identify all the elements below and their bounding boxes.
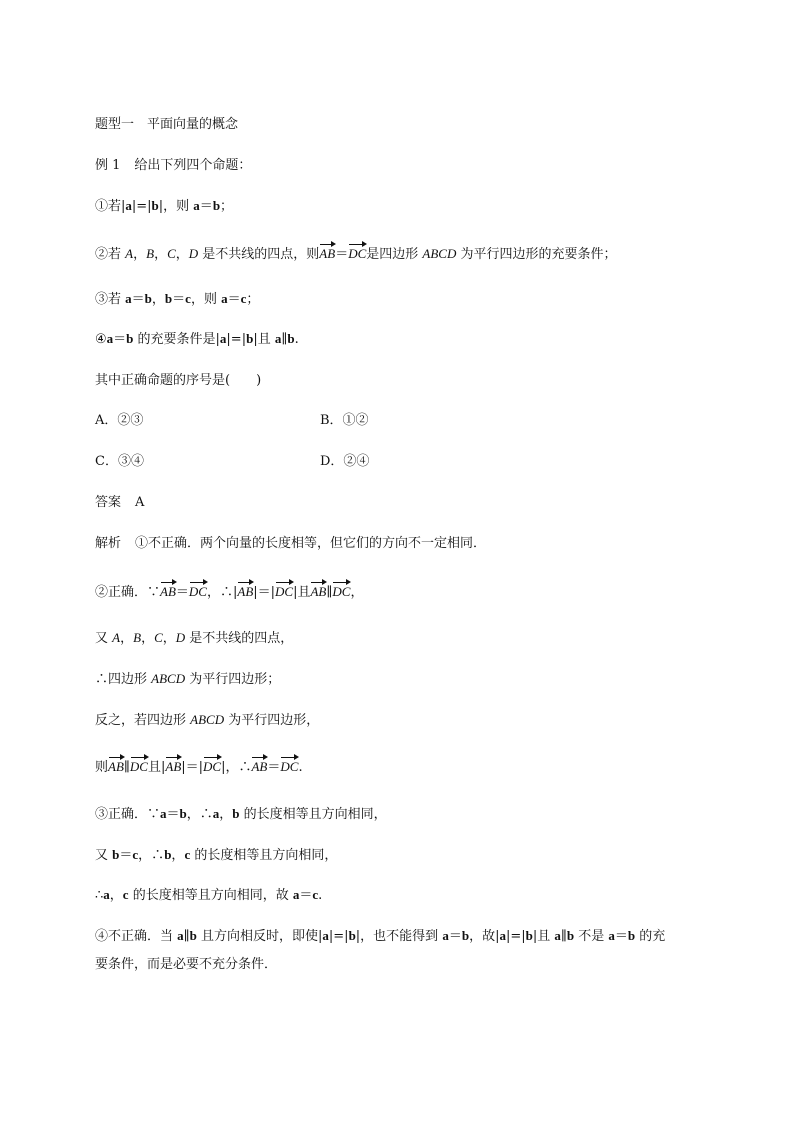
point-c: C [167, 246, 176, 261]
text: ，则 [190, 292, 222, 307]
text: ∴四边形 [95, 672, 152, 687]
vector-ab: AB [310, 584, 327, 599]
text: ＝ [227, 292, 241, 307]
text: ＝ [175, 585, 189, 600]
text: 是不共线的四点，则 [198, 247, 320, 262]
text: ＝ [172, 292, 186, 307]
vector-dc: DC [203, 759, 222, 774]
vector-b: b [112, 847, 120, 862]
vector-a: a [554, 928, 561, 943]
analysis-line-5 [95, 711, 319, 730]
text: 的长度相等且方向相同， [239, 807, 387, 822]
text: ＝ [335, 247, 349, 262]
vector-dc: DC [332, 584, 351, 599]
text: 为平行四边形的充要条件； [456, 247, 617, 262]
text: 的充要条件是| [133, 332, 220, 347]
vector-ab: AB [165, 759, 182, 774]
analysis-line-1 [95, 535, 486, 553]
vector-c: c [122, 887, 129, 902]
text: |＝| [181, 760, 204, 775]
section-heading: 题型一 平面向量的概念 [95, 117, 239, 132]
analysis-line-8 [95, 846, 337, 865]
vector-b: b [189, 928, 197, 943]
text: 为平行四边形； [185, 672, 281, 687]
vector-ab: AB [108, 759, 124, 774]
example-text: 给出下列四个命题： [134, 158, 252, 173]
text: |＝| [253, 585, 276, 600]
vector-b: b [151, 198, 159, 213]
vector-a: a [125, 291, 132, 306]
vector-b: b [461, 928, 470, 943]
analysis-line-3 [95, 629, 293, 648]
text: ，∴ [138, 848, 165, 863]
vector-c: c [132, 847, 139, 862]
analysis-line-11: 要条件，而是必要不充分条件． [95, 957, 278, 972]
text: ④不正确．当 [95, 929, 178, 944]
text: 不是 [574, 929, 609, 944]
text: ∴ [95, 888, 104, 903]
vector-c: c [312, 887, 319, 902]
analysis-line-10 [95, 927, 665, 946]
vector-dc: DC [129, 759, 148, 774]
text: ＝ [614, 929, 628, 944]
vector-b: b [348, 928, 356, 943]
text: |=| [131, 199, 152, 214]
analysis-line-6 [95, 758, 303, 777]
text: ， [219, 807, 233, 822]
text: 的长度相等且方向相同， [190, 848, 338, 863]
text: 的充 [635, 929, 666, 944]
text: 又 [95, 631, 113, 646]
text: ＝ [166, 807, 180, 822]
example-label: 例 1 [95, 158, 121, 173]
vector-a: a [322, 928, 329, 943]
vector-b: b [246, 331, 254, 346]
example-line [95, 157, 251, 175]
option-c: C．③④ [95, 454, 144, 469]
option-d: D．②④ [320, 454, 370, 469]
vector-a: a [212, 806, 220, 821]
vector-ab: AB [319, 246, 336, 261]
text: ，∴| [206, 585, 238, 600]
analysis-line-7 [95, 805, 387, 824]
vector-a: a [219, 331, 227, 346]
text: ，故| [469, 929, 500, 944]
vector-b: b [164, 847, 172, 862]
text: ， [171, 848, 185, 863]
text: ＝ [119, 848, 133, 863]
text: ④ [95, 332, 107, 347]
text: |且 [293, 585, 311, 600]
vector-a: a [103, 887, 110, 902]
option-a: A．②③ [95, 413, 144, 428]
vector-a: a [292, 887, 300, 902]
text: 是四边形 [366, 247, 423, 262]
text: ∥ [326, 585, 333, 600]
quadrilateral-abcd: ABCD [151, 671, 186, 686]
text: . [318, 888, 323, 903]
vector-dc: DC [275, 584, 294, 599]
vector-b: b [144, 291, 152, 306]
vector-c: c [184, 847, 191, 862]
text: |且 [532, 929, 555, 944]
text: ①若| [95, 199, 126, 214]
analysis-line-9 [95, 886, 322, 905]
text: |=| [226, 332, 247, 347]
vector-ab: AB [251, 759, 268, 774]
vector-a: a [106, 331, 114, 346]
text: ＝ [448, 929, 462, 944]
text: 则 [95, 760, 109, 775]
text: ， [141, 631, 155, 646]
analysis-label: 解析 [95, 536, 122, 551]
text: |，则 [158, 199, 194, 214]
vector-b: b [525, 928, 533, 943]
vector-b: b [627, 928, 636, 943]
analysis-line-4 [95, 670, 280, 689]
analysis-text: ①不正确．两个向量的长度相等，但它们的方向不一定相同． [135, 536, 487, 551]
text: ， [151, 292, 165, 307]
text: 反之，若四边形 [95, 713, 191, 728]
vector-a: a [499, 928, 506, 943]
text: 的长度相等且方向相同，故 [128, 888, 293, 903]
vector-dc: DC [348, 246, 367, 261]
text: ③若 [95, 292, 126, 307]
text: ＝ [267, 760, 281, 775]
vector-ab: AB [237, 584, 254, 599]
text: ； [246, 292, 260, 307]
text: |，∴ [221, 760, 252, 775]
question-line: 其中正确命题的序号是( ) [95, 373, 262, 388]
vector-b: b [179, 806, 187, 821]
vector-a: a [125, 198, 132, 213]
answer-label: 答案 [95, 495, 122, 510]
text: ∥ [560, 929, 567, 944]
text: 是不共线的四点， [185, 631, 294, 646]
text: |=| [505, 929, 526, 944]
text: ， [175, 247, 189, 262]
vector-b: b [164, 291, 173, 306]
vector-c: c [240, 291, 247, 306]
text: ②正确．∵ [95, 585, 161, 600]
proposition-2 [95, 245, 617, 264]
text: ∥ [281, 332, 288, 347]
text: |=| [328, 929, 349, 944]
text: ∥ [123, 760, 130, 775]
proposition-4 [95, 330, 299, 349]
vector-a: a [193, 198, 200, 213]
text: . [294, 332, 299, 347]
point-c: C [154, 630, 163, 645]
text: ＝ [131, 292, 145, 307]
vector-b: b [566, 928, 575, 943]
options-row-2 [95, 453, 695, 471]
vector-c: c [185, 291, 191, 306]
analysis-line-2 [95, 583, 363, 602]
text: 且方向相反时，即使| [196, 929, 323, 944]
text: ， [109, 888, 123, 903]
point-d: D [188, 246, 199, 261]
text: ＝ [199, 199, 213, 214]
text: ， [350, 585, 364, 600]
text: ； [220, 199, 234, 214]
vector-a: a [177, 928, 184, 943]
vector-ab: AB [160, 584, 176, 599]
text: |且 [253, 332, 275, 347]
text: ， [154, 247, 168, 262]
text: 且| [147, 760, 166, 775]
text: 又 [95, 848, 113, 863]
vector-b: b [212, 198, 221, 213]
vector-dc: DC [280, 759, 299, 774]
point-a: A [125, 246, 134, 261]
text: ， [133, 247, 147, 262]
text: |，也不能得到 [355, 929, 443, 944]
text: ②若 [95, 247, 126, 262]
vector-dc: DC [188, 584, 207, 599]
vector-a: a [221, 291, 228, 306]
text: ③正确．∵ [95, 807, 161, 822]
point-d: D [175, 630, 186, 645]
vector-b: b [232, 806, 240, 821]
vector-b: b [287, 331, 295, 346]
text: ， [162, 631, 176, 646]
vector-a: a [160, 806, 167, 821]
text: 为平行四边形， [224, 713, 320, 728]
quadrilateral-abcd: ABCD [422, 246, 457, 261]
text: ＝ [299, 888, 313, 903]
vector-b: b [126, 331, 134, 346]
point-a: A [112, 630, 121, 645]
text: ， [120, 631, 134, 646]
answer-value: A [135, 495, 145, 510]
text: . [298, 760, 303, 775]
vector-a: a [608, 928, 615, 943]
text: ＝ [113, 332, 127, 347]
quadrilateral-abcd: ABCD [190, 712, 225, 727]
point-b: B [133, 630, 142, 645]
answer-line [95, 494, 144, 512]
point-b: B [146, 246, 155, 261]
text: ∥ [183, 929, 190, 944]
proposition-1 [95, 197, 233, 216]
vector-a: a [442, 928, 449, 943]
options-row-1 [95, 412, 695, 430]
vector-a: a [274, 331, 282, 346]
text: ，∴ [186, 807, 213, 822]
option-b: B．①② [320, 413, 369, 428]
proposition-3 [95, 290, 259, 309]
